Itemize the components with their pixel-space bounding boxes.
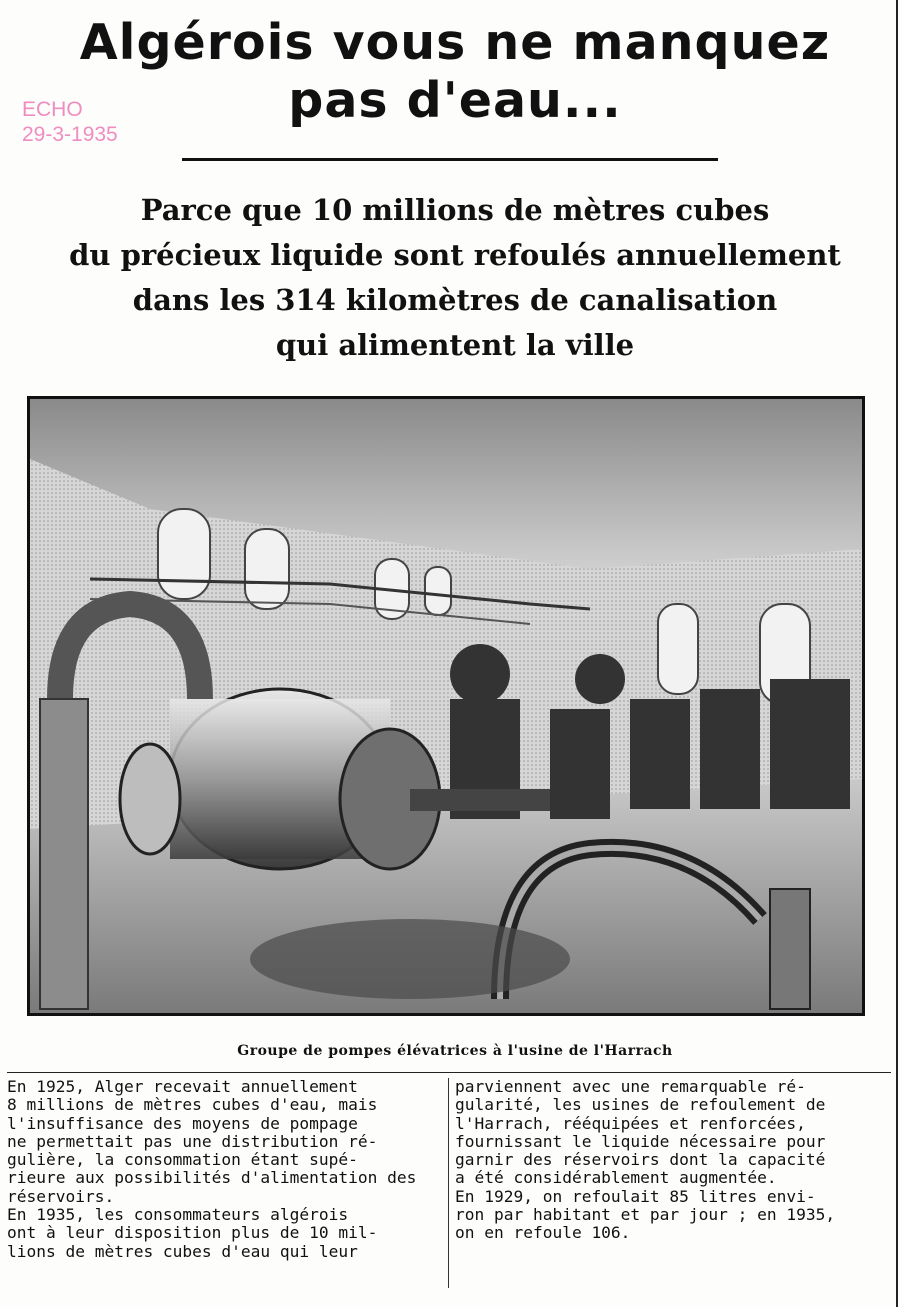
article-line: ne permettait pas une distribution ré-: [7, 1131, 378, 1151]
article-line: gulière, la consommation étant supé-: [7, 1150, 358, 1170]
headline-line-1: Algérois vous ne manquez: [79, 14, 831, 71]
article-line: ron par habitant et par jour ; en 1935,: [455, 1205, 836, 1225]
article-column-left: [7, 1078, 445, 1261]
article-top-rule: [7, 1072, 891, 1073]
headline-line-2: pas d'eau...: [288, 72, 622, 129]
article-column-right: [455, 1078, 891, 1243]
photo-caption: Groupe de pompes élévatrices à l'usine de l'Harrach: [237, 1043, 673, 1059]
article-line: l'Harrach, rééquipées et renforcées,: [455, 1113, 806, 1133]
stamp-source: ECHO: [22, 98, 83, 121]
article-line: réservoirs.: [7, 1186, 115, 1206]
article-line: En 1925, Alger recevait annuellement: [7, 1077, 358, 1096]
article-line: rieure aux possibilités d'alimentation des: [7, 1168, 417, 1188]
subheadline: [20, 188, 890, 368]
article-line: fournissant le liquide nécessaire pour: [455, 1131, 826, 1151]
article-line: l'insuffisance des moyens de pompage: [7, 1113, 358, 1133]
headline-rule: [182, 158, 718, 161]
stamp-date: 29-3-1935: [22, 123, 118, 146]
article-line: parviennent avec une remarquable ré-: [455, 1077, 806, 1096]
subhead-line-1: Parce que 10 millions de mètres cubes: [140, 193, 770, 227]
headline: [20, 14, 890, 130]
article-line: En 1929, on refoulait 85 litres envi-: [455, 1186, 816, 1206]
subhead-line-4: qui alimentent la ville: [275, 328, 635, 362]
article-line: ont à leur disposition plus de 10 mil-: [7, 1223, 378, 1243]
article-line: 8 millions de mètres cubes d'eau, mais: [7, 1095, 378, 1115]
pump-hall-photo: [27, 396, 865, 1016]
subhead-line-3: dans les 314 kilomètres de canalisation: [132, 283, 778, 317]
subhead-line-2: du précieux liquide sont refoulés annuellement: [69, 238, 841, 272]
column-rule: [448, 1078, 449, 1288]
page-edge-rule: [896, 0, 898, 1307]
article-line: lions de mètres cubes d'eau qui leur: [7, 1241, 358, 1261]
article-line: En 1935, les consommateurs algérois: [7, 1205, 349, 1225]
article-line: garnir des réservoirs dont la capacité: [455, 1150, 826, 1170]
article-line: on en refoule 106.: [455, 1223, 631, 1243]
article-line: gularité, les usines de refoulement de: [455, 1095, 826, 1115]
article-line: a été considérablement augmentée.: [455, 1168, 777, 1188]
